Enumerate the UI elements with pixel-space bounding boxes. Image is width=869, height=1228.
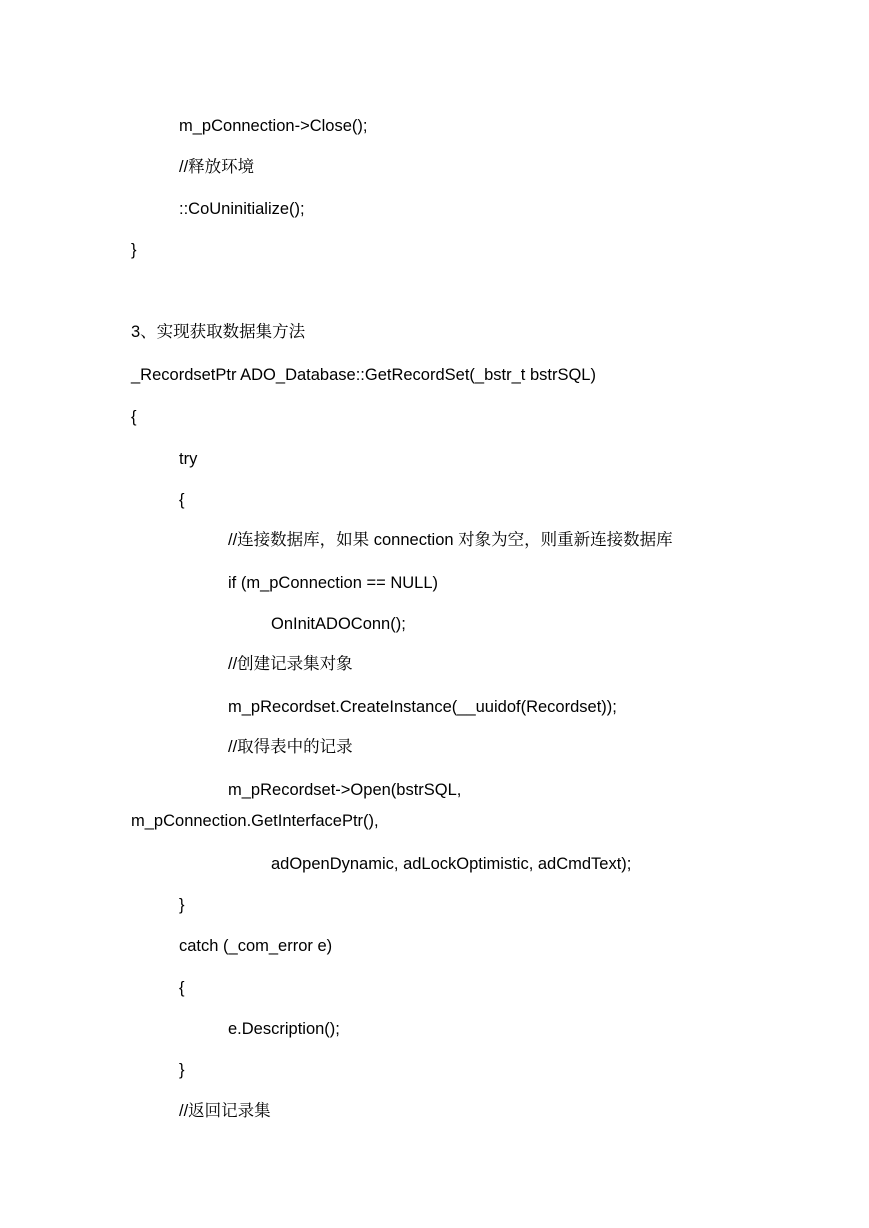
code-comment: //连接数据库，如果 connection 对象为空，则重新连接数据库 (228, 531, 673, 549)
code-line: m_pConnection.GetInterfacePtr(), (131, 812, 379, 830)
code-line: OnInitADOConn(); (271, 615, 406, 633)
code-line: { (131, 408, 137, 426)
code-comment: //返回记录集 (179, 1102, 271, 1120)
code-line: { (179, 979, 185, 997)
code-comment: //创建记录集对象 (228, 655, 353, 673)
code-line: e.Description(); (228, 1020, 340, 1038)
code-line: } (131, 241, 137, 259)
section-heading: 3、实现获取数据集方法 (131, 323, 306, 341)
code-line: ::CoUninitialize(); (179, 200, 305, 218)
code-comment: //取得表中的记录 (228, 738, 353, 756)
code-line: catch (_com_error e) (179, 937, 333, 955)
code-line: m_pRecordset.CreateInstance(__uuidof(Recordset)); (228, 698, 617, 716)
code-line: } (179, 1061, 185, 1079)
code-line: { (179, 491, 185, 509)
code-line: _RecordsetPtr ADO_Database::GetRecordSet(_bstr_t bstrSQL) (131, 366, 596, 384)
code-line: m_pConnection->Close(); (179, 117, 368, 135)
code-line: } (179, 896, 185, 914)
code-line: adOpenDynamic, adLockOptimistic, adCmdText); (271, 855, 632, 873)
code-line: if (m_pConnection == NULL) (228, 574, 439, 592)
code-line: m_pRecordset->Open(bstrSQL, (228, 781, 462, 799)
code-line: try (179, 450, 198, 468)
code-comment: //释放环境 (179, 158, 255, 176)
